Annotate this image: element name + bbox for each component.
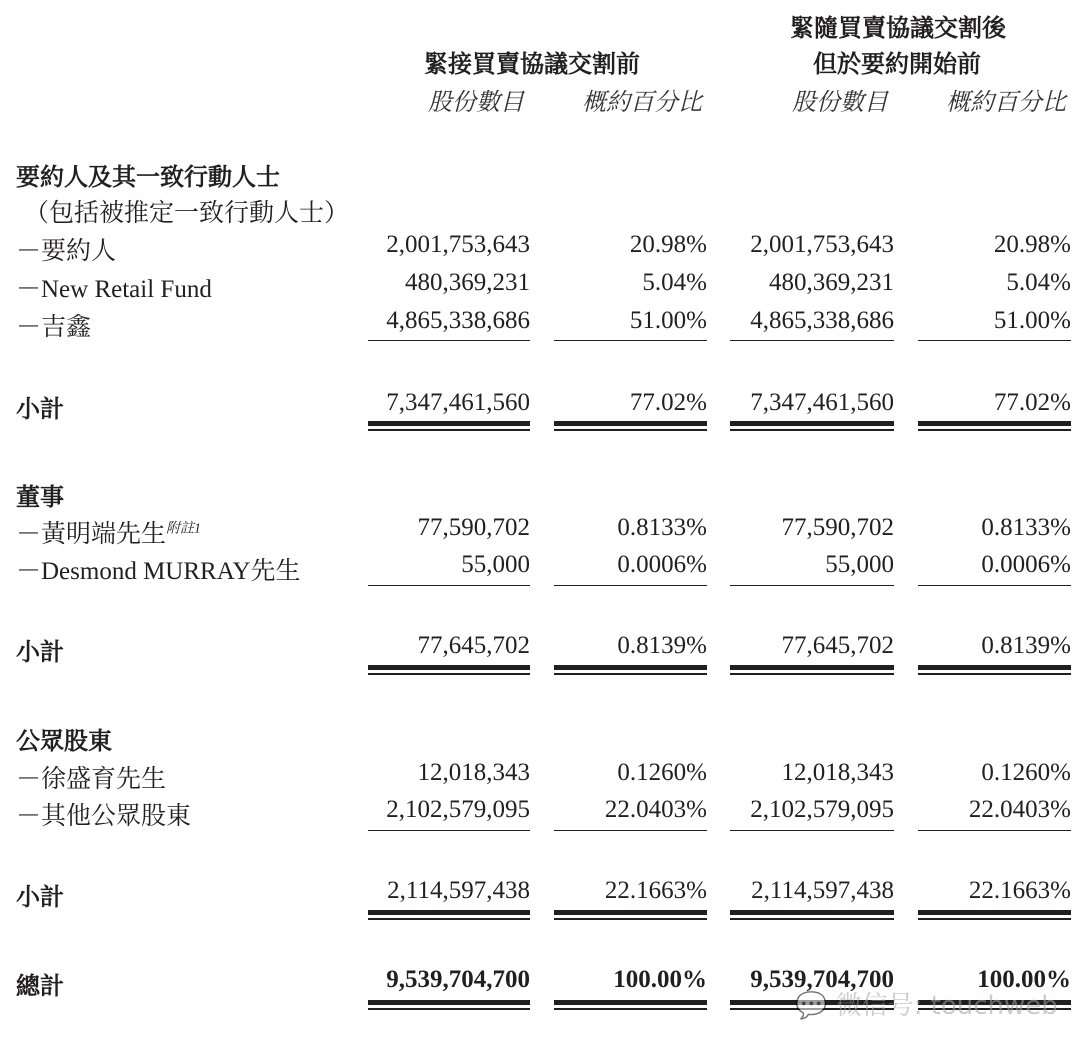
double-underline xyxy=(368,1008,530,1010)
header-after-title-line2: 但於要約開始前 xyxy=(813,50,981,78)
header-after-pct: 概約百分比 xyxy=(946,88,1066,116)
double-underline xyxy=(554,918,707,920)
pct-after: 20.98% xyxy=(993,231,1071,258)
pct-before: 22.0403% xyxy=(604,796,707,823)
pct-before: 5.04% xyxy=(642,269,707,296)
shares-before: 2,001,753,643 xyxy=(386,231,530,258)
shares-after: 77,645,702 xyxy=(781,632,894,659)
shares-after: 7,347,461,560 xyxy=(750,389,894,416)
shares-before: 9,539,704,700 xyxy=(386,966,530,993)
shares-after: 77,590,702 xyxy=(781,514,894,541)
underline xyxy=(918,830,1071,831)
subtotal-label: 小計 xyxy=(16,638,64,666)
shares-after: 55,000 xyxy=(825,551,894,578)
double-underline xyxy=(554,429,707,431)
double-underline xyxy=(918,918,1071,920)
pct-after: 0.0006% xyxy=(981,551,1071,578)
pct-before: 0.8133% xyxy=(617,514,707,541)
shares-after: 4,865,338,686 xyxy=(750,307,894,334)
underline xyxy=(730,585,894,586)
section-title-offeror: 要約人及其一致行動人士 xyxy=(16,163,280,191)
underline xyxy=(730,340,894,341)
double-underline xyxy=(368,421,530,426)
shares-after: 2,102,579,095 xyxy=(750,796,894,823)
shares-after: 12,018,343 xyxy=(781,759,894,786)
pct-after: 51.00% xyxy=(993,307,1071,334)
double-underline xyxy=(918,421,1071,426)
double-underline xyxy=(554,673,707,675)
double-underline xyxy=(730,918,894,920)
shares-before: 4,865,338,686 xyxy=(386,307,530,334)
double-underline xyxy=(730,429,894,431)
pct-before: 0.1260% xyxy=(617,759,707,786)
pct-after: 0.1260% xyxy=(981,759,1071,786)
double-underline xyxy=(368,910,530,915)
double-underline xyxy=(368,673,530,675)
footnote-ref: 附註1 xyxy=(166,521,202,537)
pct-after: 22.0403% xyxy=(968,796,1071,823)
shares-after: 2,001,753,643 xyxy=(750,231,894,258)
pct-after: 100.00% xyxy=(977,966,1071,993)
double-underline xyxy=(554,665,707,670)
pct-after: 0.8139% xyxy=(981,632,1071,659)
row-label: －Desmond MURRAY先生 xyxy=(16,558,301,585)
double-underline xyxy=(554,1008,707,1010)
double-underline xyxy=(554,910,707,915)
underline xyxy=(918,585,1071,586)
double-underline xyxy=(918,665,1071,670)
shares-before: 77,645,702 xyxy=(417,632,530,659)
shares-before: 12,018,343 xyxy=(417,759,530,786)
underline xyxy=(554,585,707,586)
pct-before: 22.1663% xyxy=(604,877,707,904)
header-before-pct: 概約百分比 xyxy=(582,88,702,116)
underline xyxy=(730,830,894,831)
watermark xyxy=(795,985,1058,1022)
shares-before: 77,590,702 xyxy=(417,514,530,541)
header-before-shares: 股份數目 xyxy=(428,88,524,116)
pct-before: 0.0006% xyxy=(617,551,707,578)
pct-after: 5.04% xyxy=(1006,269,1071,296)
watermark-text: 微信号: touchweb xyxy=(835,991,1058,1021)
shares-before: 2,114,597,438 xyxy=(387,877,530,904)
underline xyxy=(554,830,707,831)
pct-before: 51.00% xyxy=(629,307,707,334)
double-underline xyxy=(730,665,894,670)
shares-after: 9,539,704,700 xyxy=(750,966,894,993)
pct-before: 100.00% xyxy=(613,966,707,993)
double-underline xyxy=(554,421,707,426)
row-label: －徐盛育先生 xyxy=(16,766,167,793)
header-after-title-line1: 緊隨買賣協議交割後 xyxy=(790,14,1006,42)
double-underline xyxy=(554,1000,707,1005)
row-label: －吉鑫 xyxy=(16,314,92,341)
shares-after: 480,369,231 xyxy=(769,269,894,296)
shares-before: 2,102,579,095 xyxy=(386,796,530,823)
underline xyxy=(918,340,1071,341)
double-underline xyxy=(368,1000,530,1005)
underline xyxy=(368,585,530,586)
row-label xyxy=(16,514,201,550)
header-after-shares: 股份數目 xyxy=(792,88,888,116)
double-underline xyxy=(368,918,530,920)
shares-before: 7,347,461,560 xyxy=(386,389,530,416)
double-underline xyxy=(730,421,894,426)
wechat-icon: 💬 xyxy=(795,991,828,1021)
section-subtitle-offeror: （包括被推定一致行動人士） xyxy=(24,200,350,227)
shares-before: 480,369,231 xyxy=(405,269,530,296)
shares-before: 55,000 xyxy=(461,551,530,578)
pct-before: 77.02% xyxy=(629,389,707,416)
pct-before: 20.98% xyxy=(629,231,707,258)
row-label: －其他公眾股東 xyxy=(16,803,192,830)
pct-before: 0.8139% xyxy=(617,632,707,659)
row-label: －New Retail Fund xyxy=(16,276,212,303)
pct-after: 77.02% xyxy=(993,389,1071,416)
pct-after: 0.8133% xyxy=(981,514,1071,541)
subtotal-label: 小計 xyxy=(16,395,64,423)
underline xyxy=(554,340,707,341)
double-underline xyxy=(730,673,894,675)
shares-after: 2,114,597,438 xyxy=(751,877,894,904)
double-underline xyxy=(918,910,1071,915)
section-title-directors: 董事 xyxy=(16,483,64,511)
underline xyxy=(368,830,530,831)
double-underline xyxy=(368,665,530,670)
subtotal-label: 小計 xyxy=(16,883,64,911)
section-title-public: 公眾股東 xyxy=(16,727,112,755)
double-underline xyxy=(368,429,530,431)
double-underline xyxy=(918,673,1071,675)
underline xyxy=(368,340,530,341)
header-before-title: 緊接買賣協議交割前 xyxy=(424,50,640,78)
double-underline xyxy=(730,910,894,915)
row-label-text: －黃明端先生 xyxy=(16,521,167,548)
pct-after: 22.1663% xyxy=(968,877,1071,904)
total-label: 總計 xyxy=(16,972,64,1000)
row-label: －要約人 xyxy=(16,238,117,265)
double-underline xyxy=(918,429,1071,431)
